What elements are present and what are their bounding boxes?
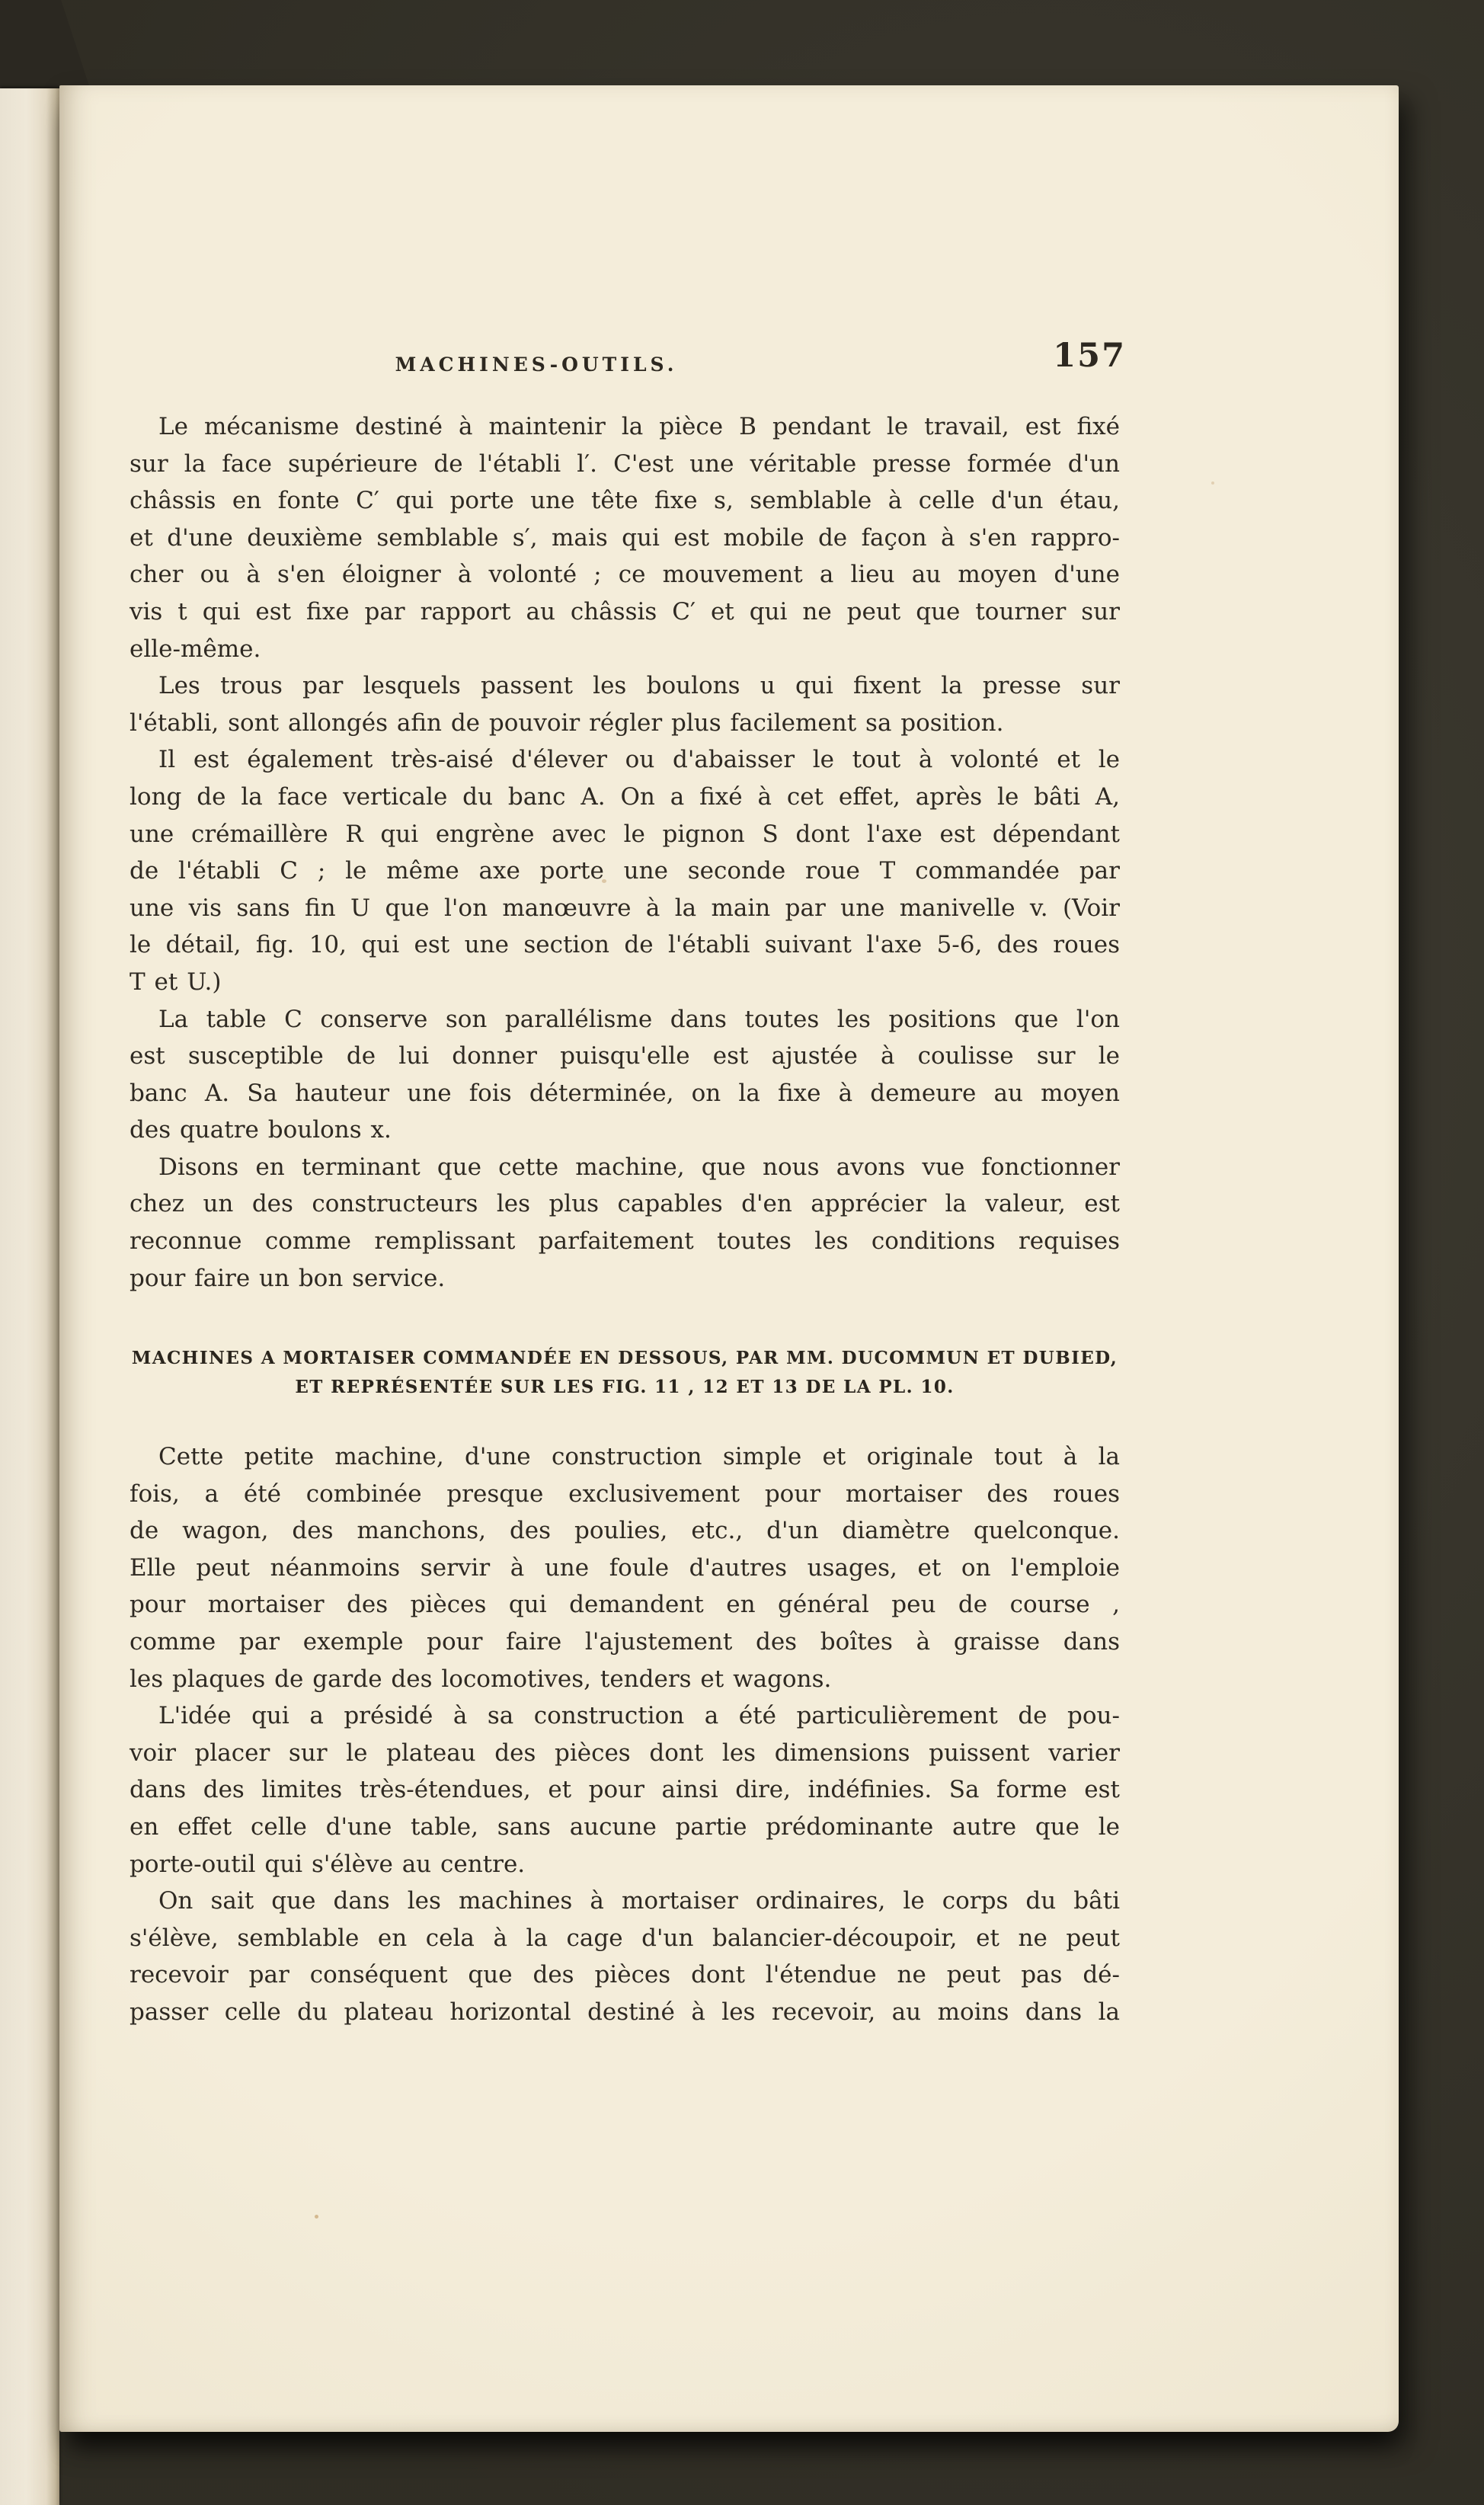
text-line: les plaques de garde des locomotives, tenders et wagons. bbox=[130, 1665, 832, 1693]
text-line: une crémaillère R qui engrène avec le pignon S dont l'axe est dépendant bbox=[130, 820, 1120, 848]
text-line: Le mécanisme destiné à maintenir la pièce B pendant le travail, est fixé bbox=[158, 413, 1120, 440]
paragraph bbox=[130, 1438, 1120, 1697]
text-line: voir placer sur le plateau des pièces dont les dimensions puissent varier bbox=[130, 1739, 1120, 1767]
text-line: dans des limites très-étendues, et pour ainsi dire, indéfinies. Sa forme est bbox=[130, 1776, 1120, 1804]
text-line: long de la face verticale du banc A. On a fixé à cet effet, après le bâti A, bbox=[130, 782, 1120, 811]
paragraph bbox=[130, 667, 1120, 741]
paragraph bbox=[130, 1149, 1120, 1297]
text-line: porte-outil qui s'élève au centre. bbox=[130, 1850, 526, 1878]
paper-speck bbox=[1211, 481, 1214, 485]
section-heading-line: MACHINES A MORTAISER COMMANDÉE EN DESSOUS, PAR MM. DUCOMMUN ET DUBIED, bbox=[131, 1348, 1118, 1368]
text-line: La table C conserve son parallélisme dans toutes les positions que l'on bbox=[158, 1005, 1120, 1033]
text-line: s'élève, semblable en cela à la cage d'un balancier-découpoir, et ne peut bbox=[130, 1924, 1120, 1952]
text-line: Les trous par lesquels passent les boulons u qui fixent la presse sur bbox=[158, 672, 1120, 700]
text-line: T et U.) bbox=[130, 968, 222, 996]
text-line: des quatre boulons x. bbox=[130, 1116, 392, 1144]
paper-speck bbox=[315, 2215, 318, 2219]
text-line: châssis en fonte C′ qui porte une tête fixe s, semblable à celle d'un étau, bbox=[130, 487, 1120, 515]
paragraph bbox=[130, 1697, 1120, 1883]
adjacent-page-edge bbox=[0, 88, 59, 2505]
body-text-upper bbox=[130, 408, 1120, 1297]
text-line: de wagon, des manchons, des poulies, etc., d'un diamètre quelconque. bbox=[130, 1517, 1120, 1545]
text-line: de l'établi C ; le même axe porte une seconde roue T commandée par bbox=[130, 857, 1120, 885]
book-page bbox=[59, 85, 1399, 2432]
text-line: vis t qui est fixe par rapport au châssis C′ et qui ne peut que tourner sur bbox=[130, 597, 1120, 625]
text-line: en effet celle d'une table, sans aucune partie prédominante autre que le bbox=[130, 1812, 1120, 1841]
text-line: Cette petite machine, d'une construction simple et originale tout à la bbox=[158, 1443, 1120, 1470]
text-line: comme par exemple pour faire l'ajustement des boîtes à graisse dans bbox=[130, 1627, 1120, 1656]
text-line: pour mortaiser des pièces qui demandent en général peu de course , bbox=[130, 1591, 1120, 1619]
text-line: Il est également très-aisé d'élever ou d'abaisser le tout à volonté et le bbox=[158, 746, 1120, 774]
text-line: recevoir par conséquent que des pièces dont l'étendue ne peut pas dé- bbox=[130, 1961, 1120, 1989]
text-line: fois, a été combinée presque exclusivement pour mortaiser des roues bbox=[130, 1480, 1120, 1508]
text-line: Disons en terminant que cette machine, que nous avons vue fonctionner bbox=[158, 1153, 1120, 1181]
text-line: une vis sans fin U que l'on manœuvre à la main par une manivelle v. (Voir bbox=[130, 894, 1120, 922]
text-line: L'idée qui a présidé à sa construction a été particulièrement de pou- bbox=[158, 1702, 1120, 1730]
section-heading-line: ET REPRÉSENTÉE SUR LES FIG. 11 , 12 ET 13 DE LA PL. 10. bbox=[295, 1377, 955, 1397]
text-line: reconnue comme remplissant parfaitement toutes les conditions requises bbox=[130, 1227, 1120, 1256]
text-line: chez un des constructeurs les plus capables d'en apprécier la valeur, est bbox=[130, 1190, 1120, 1218]
page-header bbox=[130, 337, 1126, 410]
text-line: cher ou à s'en éloigner à volonté ; ce mouvement a lieu au moyen d'une bbox=[130, 561, 1120, 589]
paragraph bbox=[130, 408, 1120, 667]
text-line: banc A. Sa hauteur une fois déterminée, on la fixe à demeure au moyen bbox=[130, 1079, 1120, 1107]
paragraph bbox=[130, 741, 1120, 1000]
paragraph bbox=[130, 1001, 1120, 1149]
text-line: elle-même. bbox=[130, 635, 261, 663]
text-line: passer celle du plateau horizontal destiné à les recevoir, au moins dans la bbox=[130, 1998, 1120, 2026]
text-line: sur la face supérieure de l'établi l′. C'est une véritable presse formée d'un bbox=[130, 449, 1120, 478]
text-line: pour faire un bon service. bbox=[130, 1264, 446, 1292]
text-line: Elle peut néanmoins servir à une foule d'autres usages, et on l'emploie bbox=[130, 1553, 1120, 1582]
text-line: le détail, fig. 10, qui est une section de l'établi suivant l'axe 5-6, des roues bbox=[130, 931, 1120, 959]
text-line: l'établi, sont allongés afin de pouvoir régler plus facilement sa position. bbox=[130, 709, 1004, 737]
running-head: MACHINES-OUTILS. bbox=[395, 354, 678, 376]
text-line: et d'une deuxième semblable s′, mais qui est mobile de façon à s'en rappro- bbox=[130, 523, 1120, 552]
paragraph bbox=[130, 1883, 1120, 2030]
text-line: est susceptible de lui donner puisqu'elle est ajustée à coulisse sur le bbox=[130, 1042, 1120, 1070]
section-heading bbox=[130, 1344, 1120, 1402]
page-number: 157 bbox=[1053, 337, 1126, 375]
body-text-lower bbox=[130, 1438, 1120, 2031]
text-line: On sait que dans les machines à mortaiser ordinaires, le corps du bâti bbox=[158, 1887, 1120, 1915]
